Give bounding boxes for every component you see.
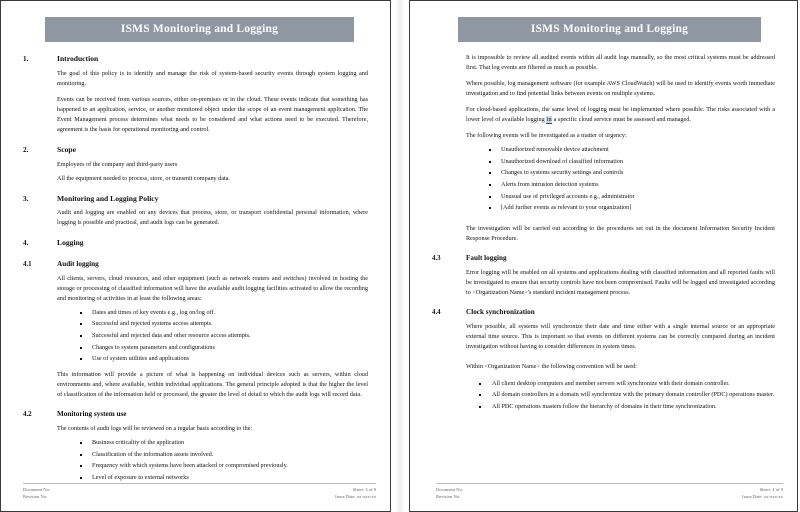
paragraph-cloud-based-applications [466, 105, 775, 125]
page-right-content [410, 1, 797, 483]
section-number: 4.3 [432, 255, 441, 263]
section-title: Monitoring system use [57, 410, 127, 419]
paragraph: The goal of this policy is to identify and manage the risk of system-based security events through system logging and monitoring. [57, 69, 368, 87]
list-item: Unauthorized removable device attachment [488, 145, 775, 155]
section-heading-monitoring-system-use [23, 409, 368, 421]
paragraph: Where possible, log management software (for example AWS CloudWatch) will be used to identify events worth immediate investigation and to find potential links between events on multiple systems. [466, 80, 775, 98]
list-item: Unauthorized download of classified information [488, 157, 775, 167]
page-footer-left [23, 483, 376, 501]
section-title: Introduction [57, 54, 99, 63]
paragraph: All clients, servers, cloud resources, and other equipment (such as network routers and switches) involved in hosting the storage or processing of classified information will have the available audit logging facilities activated to allow the recording and monitoring of activities in at least the following areas: [57, 274, 368, 302]
section-heading-audit-logging [23, 259, 368, 271]
list-item: Successful and rejected data and other resource access attempts. [79, 331, 368, 341]
footer-left-column [23, 487, 50, 501]
footer-right-column [335, 487, 376, 501]
list-item: Level of exposure to external networks [79, 473, 368, 483]
list-item: [Add further events as relevant to your organization] [488, 203, 775, 213]
page-footer-right [436, 483, 783, 501]
footer-revision-no: Revision No: [23, 494, 48, 500]
page-header-banner-right: ISMS Monitoring and Logging [458, 17, 761, 42]
paragraph: Error logging will be enabled on all systems and applications dealing with classified information and all reported faults will be investigated to ensure that security controls have not been compromised. Faults will be logged and investigated according to <Organization Name>'s standard incident management process. [466, 268, 775, 296]
paragraph: The investigation will be carried out according to the procedures set out in the document Information Security Incident Response Procedure. [466, 225, 775, 243]
section-number: 4.1 [23, 261, 32, 269]
paragraph-text-after: a specific cloud service must be assessed and managed. [552, 116, 691, 124]
list-item: Dates and times of key events e.g., log on/log off. [79, 308, 368, 318]
footer-issue-date: Issue Date: xx-xxx-xx [335, 494, 376, 500]
section-number: 2. [23, 145, 29, 154]
spellcheck-highlighted-word[interactable]: in [546, 116, 552, 124]
section-heading-logging [23, 237, 368, 250]
paragraph: All the equipment needed to process, store, or transmit company data. [57, 174, 231, 182]
section-title: Logging [57, 238, 84, 248]
paragraph: Where possible, all systems will synchronize their date and time either with a single internal source or an appropriate external time source. This is important so that events on different systems can be correctly compared during an incident investigation without having to consider differences in system times. [466, 322, 775, 350]
list-item: Successful and rejected systems access attempts. [79, 319, 368, 329]
section-heading-monitoring-logging-policy [23, 193, 368, 206]
page-gutter [391, 0, 409, 512]
section-heading-clock-synchronization [432, 307, 775, 319]
list-item: All client desktop computers and member servers will synchronize with their domain controller. [478, 379, 775, 389]
page-left [0, 0, 391, 512]
section-heading-fault-logging [432, 253, 775, 265]
bullet-list-clock-sync-convention [432, 379, 775, 412]
paragraph: The contents of audit logs will be reviewed on a regular basis according to the: [57, 424, 253, 432]
paragraph: Audit and logging are enabled on any devices that process, store, or transport confidential personal information, where logging is possible and practical, and audit logs can be generated. [57, 209, 368, 227]
section-number: 4.4 [432, 309, 441, 316]
list-item: Changes to systems security settings and controls [488, 168, 775, 178]
section-title: Audit logging [57, 260, 99, 269]
bullet-list-urgent-events [432, 145, 775, 213]
list-item: Changes to system parameters and configurations [79, 343, 368, 353]
section-number: 1. [23, 55, 29, 63]
section-heading-introduction [23, 53, 368, 66]
list-item: Use of system utilities and applications [79, 354, 368, 364]
footer-issue-date: Issue Date: xx-xxx-xx [742, 494, 783, 500]
footer-document-no: Document No: [23, 487, 51, 493]
paragraph: Within <Organization Name> the following convention will be used: [466, 362, 637, 370]
paragraph: Events can be received from various sources, either on-premises or in the cloud. These events indicate that something has happened to an application, service, or another monitored object under the scope of an event management application. The Event Management process determines what needs to be considered and what actions need to be executed. Therefore, agreement is the basis for operational monitoring and control. [57, 95, 368, 133]
list-item: Business criticality of the application [79, 438, 368, 448]
footer-revision-no: Revision No: [436, 494, 461, 500]
page-right-body [432, 42, 775, 483]
list-item: All PDC operations masters follow the hierarchy of domains in their time synchronization. [478, 402, 775, 412]
page-header-banner-left: ISMS Monitoring and Logging [45, 17, 354, 42]
bullet-list-audit-logging-areas [23, 308, 368, 364]
paragraph: This information will provide a picture of what is happening on individual devices such as servers, within cloud environments and, where available, within individual applications. The general principle adopted is that the higher the level of classification of the information held or processed, the greater the level of detail to which the audit logs will record data. [57, 371, 368, 399]
section-heading-scope [23, 144, 368, 157]
section-title: Clock synchronization [466, 308, 535, 316]
section-title: Fault logging [466, 254, 507, 263]
list-item: Classification of the information assets involved. [79, 450, 368, 460]
footer-left-column [436, 487, 463, 501]
list-item: Frequency with which systems have been attacked or compromised previously. [79, 461, 368, 471]
bullet-list-monitoring-review-criteria [23, 438, 368, 483]
section-title: Monitoring and Logging Policy [57, 193, 159, 203]
paragraph-text-before: For cloud-based applications, the same level of logging must be implemented where possible. The risks associated with a lower level of available logging [466, 106, 775, 124]
list-item: Alerts from intrusion detection systems [488, 180, 775, 190]
section-title: Scope [57, 144, 76, 154]
footer-sheet-number: Sheet: 4 of 9 [759, 487, 783, 493]
footer-document-no: Document No: [436, 487, 464, 493]
section-number: 4.2 [23, 411, 32, 419]
list-item: All domain controllers in a domain will synchronize with the primary domain controller (PDC) operations master. [478, 390, 775, 400]
page-left-body [23, 42, 368, 483]
paragraph: The following events will be investigated as a matter of urgency: [466, 132, 627, 140]
footer-right-column [742, 487, 783, 501]
section-number: 3. [23, 194, 29, 203]
list-item: Unusual use of privileged accounts e.g., administrator [488, 192, 775, 202]
page-left-content [1, 1, 390, 483]
paragraph: Employees of the company and third-party users [57, 160, 178, 168]
page-right [409, 0, 798, 512]
paragraph: It is impossible to review all audited events within all audit logs manually, so the most critical systems must be addressed first. That log events are filtered as much as possible. [466, 54, 775, 72]
footer-sheet-number: Sheet: 3 of 9 [352, 487, 376, 493]
section-number: 4. [23, 239, 29, 248]
